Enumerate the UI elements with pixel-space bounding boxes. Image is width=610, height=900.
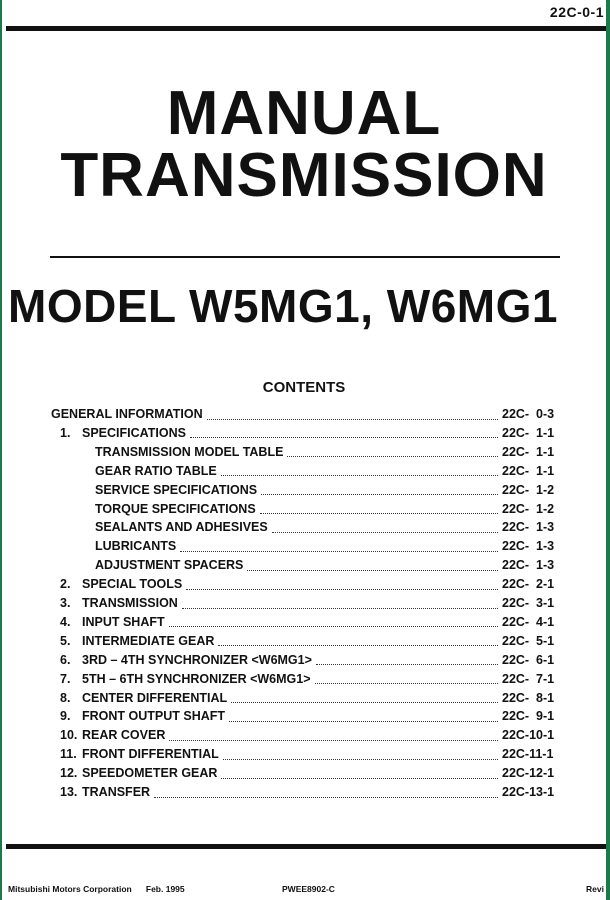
- top-rule: [6, 26, 606, 31]
- toc-entry: [60, 651, 558, 669]
- title-divider: [50, 256, 560, 258]
- toc-dot-leader: [169, 728, 498, 741]
- toc-entry-title: ADJUSTMENT SPACERS: [95, 558, 244, 573]
- toc-entry-page: 22C- 1-1: [502, 425, 555, 440]
- toc-entry-number: 6.: [60, 652, 71, 667]
- toc-entry-page: 22C- 1-3: [502, 539, 555, 554]
- toc-entry-number: 11.: [60, 747, 77, 762]
- toc-dot-leader: [272, 520, 498, 533]
- title-line-1: MANUAL: [166, 79, 442, 148]
- toc-entry-number: 2.: [60, 577, 71, 592]
- toc-entry-title: CENTER DIFFERENTIAL: [82, 690, 228, 705]
- toc-entry-page: 22C- 5-1: [502, 633, 555, 648]
- toc-entry: [60, 707, 558, 725]
- toc-entry-page: 22C- 7-1: [502, 671, 555, 686]
- toc-dot-leader: [221, 463, 498, 476]
- toc-entry-page: 22C-11-1: [502, 747, 554, 762]
- toc-entry-title: INPUT SHAFT: [82, 614, 165, 629]
- toc-entry-number: 12.: [60, 766, 78, 781]
- toc-entry: [60, 632, 558, 650]
- toc-entry-page: 22C- 2-1: [502, 577, 555, 592]
- toc-dot-leader: [316, 652, 498, 665]
- toc-dot-leader: [218, 633, 498, 646]
- toc-entry: [60, 670, 558, 688]
- toc-entry: [60, 613, 558, 631]
- toc-dot-leader: [207, 407, 498, 420]
- toc-dot-leader: [186, 577, 498, 590]
- contents-heading: CONTENTS: [262, 379, 346, 396]
- toc-entry-page: 22C- 0-3: [502, 407, 555, 421]
- toc-entry-title: GENERAL INFORMATION: [51, 407, 203, 421]
- toc-entry: [60, 689, 558, 707]
- toc-dot-leader: [231, 690, 498, 703]
- toc-entry-title: SPEEDOMETER GEAR: [82, 766, 218, 781]
- toc-entry-page: 22C- 1-3: [502, 558, 555, 573]
- toc-entry: [95, 500, 558, 518]
- toc-entry-page: 22C- 9-1: [502, 709, 555, 724]
- toc-entry-page: 22C-12-1: [502, 766, 555, 781]
- toc-entry: [60, 764, 558, 782]
- toc-entry-number: 1.: [60, 425, 71, 440]
- publication-code: PWEE8902-C: [282, 884, 335, 894]
- toc-entry-number: 5.: [60, 633, 71, 648]
- toc-entry-title: 5TH – 6TH SYNCHRONIZER <W6MG1>: [82, 671, 311, 686]
- toc-entry-number: 8.: [60, 690, 71, 705]
- publisher-name: Mitsubishi Motors Corporation: [8, 884, 132, 894]
- toc-entry: [95, 481, 558, 499]
- toc-entry-title: SEALANTS AND ADHESIVES: [95, 520, 268, 535]
- toc-entry-number: 9.: [60, 709, 71, 724]
- toc-dot-leader: [287, 444, 498, 457]
- toc-entry: [60, 594, 558, 612]
- toc-entry-title: TRANSFER: [82, 785, 151, 799]
- toc-entry-title: TRANSMISSION: [82, 596, 178, 610]
- toc-entry-title: LUBRICANTS: [95, 539, 177, 554]
- toc-entry-title: SERVICE SPECIFICATIONS: [95, 482, 258, 497]
- toc-entry-page: 22C- 1-2: [502, 501, 555, 516]
- toc-entry-number: 3.: [60, 596, 71, 610]
- toc-entry: [95, 518, 558, 536]
- toc-entry-page: 22C- 1-3: [502, 520, 555, 535]
- toc-dot-leader: [180, 539, 498, 552]
- toc-entry: [51, 405, 558, 423]
- toc-entry-page: 22C-10-1: [502, 728, 555, 743]
- footer-publisher: [8, 884, 185, 894]
- toc-dot-leader: [247, 558, 498, 571]
- toc-entry-page: 22C- 3-1: [502, 596, 555, 610]
- page-code: 22C-0-1: [549, 4, 604, 20]
- toc-entry: [95, 462, 558, 480]
- document-page: [2, 0, 606, 900]
- toc-dot-leader: [182, 596, 498, 609]
- bottom-rule: [6, 844, 606, 849]
- toc-entry: [95, 556, 558, 574]
- toc-entry-page: 22C-13-1: [502, 785, 555, 799]
- toc-entry-page: 22C- 4-1: [502, 614, 555, 629]
- toc-entry-title: FRONT OUTPUT SHAFT: [82, 709, 226, 724]
- revision-label: Revi: [586, 884, 604, 894]
- toc-entry-title: 3RD – 4TH SYNCHRONIZER <W6MG1>: [82, 652, 312, 667]
- toc-entry-title: SPECIAL TOOLS: [82, 577, 183, 592]
- toc-dot-leader: [154, 785, 498, 798]
- toc-dot-leader: [229, 709, 498, 722]
- toc-entry-page: 22C- 1-2: [502, 482, 555, 497]
- toc-entry: [60, 745, 558, 763]
- toc-entry-title: SPECIFICATIONS: [82, 425, 186, 440]
- toc-entry-title: REAR COVER: [82, 728, 166, 743]
- toc-entry-number: 10.: [60, 728, 78, 743]
- toc-dot-leader: [260, 501, 498, 514]
- toc-entry-title: GEAR RATIO TABLE: [95, 463, 217, 478]
- toc-dot-leader: [221, 766, 498, 779]
- toc-dot-leader: [261, 482, 498, 495]
- toc-dot-leader: [169, 614, 498, 627]
- title-line-2: TRANSMISSION: [60, 141, 548, 210]
- toc-dot-leader: [223, 747, 498, 760]
- toc-entry-title: TRANSMISSION MODEL TABLE: [95, 444, 284, 459]
- toc-entry-title: INTERMEDIATE GEAR: [82, 633, 215, 648]
- toc-entry-number: 7.: [60, 671, 71, 686]
- toc-entry-page: 22C- 8-1: [502, 690, 555, 705]
- toc-entry: [95, 537, 558, 555]
- toc-entry-number: 13.: [60, 785, 78, 799]
- toc-entry: [60, 783, 558, 801]
- toc-dot-leader: [315, 671, 498, 684]
- toc-entry-page: 22C- 6-1: [502, 652, 555, 667]
- toc-dot-leader: [190, 425, 498, 438]
- toc-entry-page: 22C- 1-1: [502, 444, 555, 459]
- toc-entry-number: 4.: [60, 614, 71, 629]
- toc-entry: [60, 575, 558, 593]
- toc-entry: [60, 726, 558, 744]
- toc-entry-page: 22C- 1-1: [502, 463, 555, 478]
- publication-date: Feb. 1995: [145, 884, 185, 894]
- model-heading: MODEL W5MG1, W6MG1: [8, 280, 558, 332]
- toc-entry-title: FRONT DIFFERENTIAL: [82, 747, 219, 762]
- toc-entry: [60, 424, 558, 442]
- toc-entry-title: TORQUE SPECIFICATIONS: [95, 501, 256, 516]
- toc-entry: [95, 443, 558, 461]
